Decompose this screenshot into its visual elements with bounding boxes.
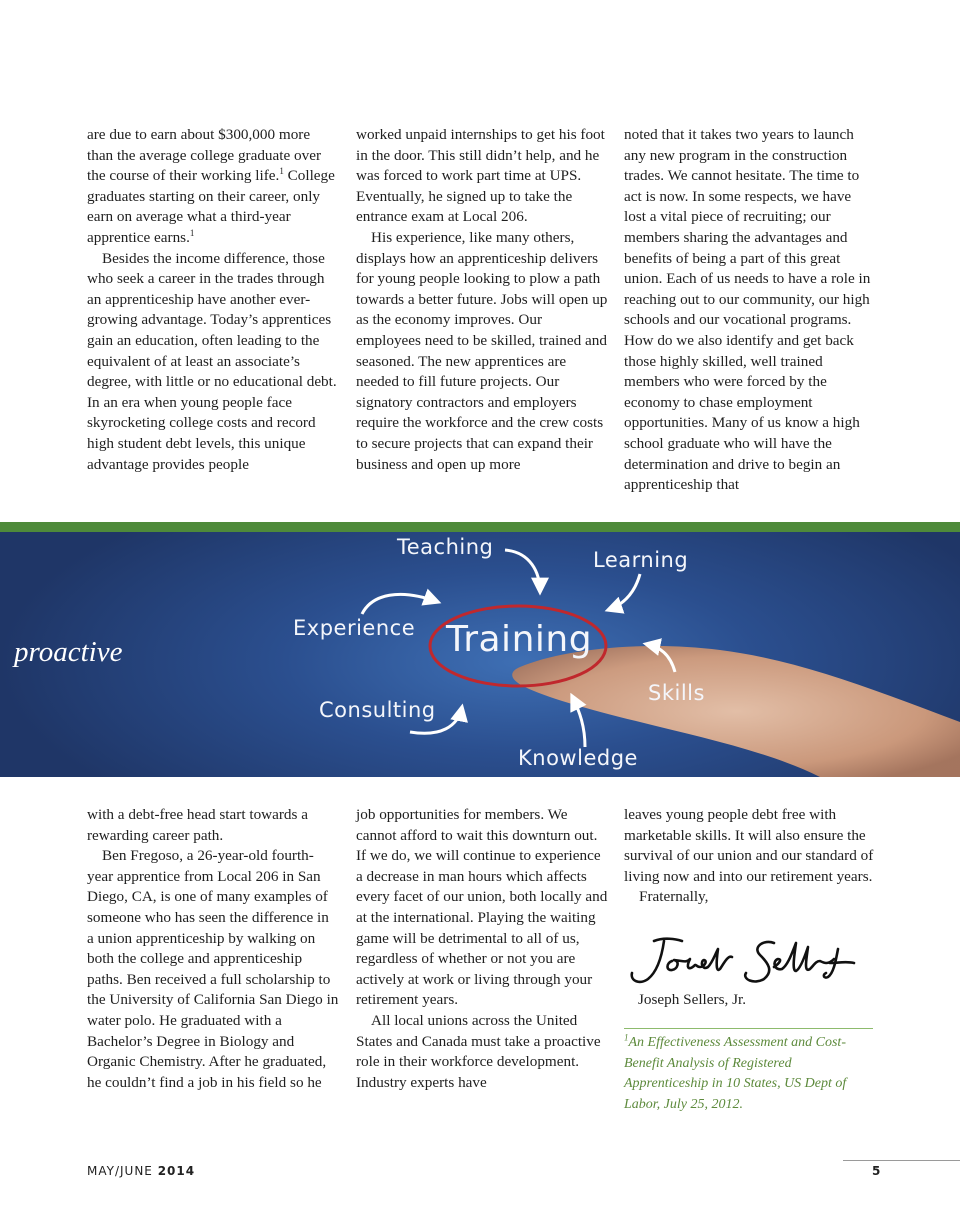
footer-issue-date: MAY/JUNE 2014 <box>87 1164 196 1178</box>
paragraph: Besides the income difference, those who seek a career in the trades through an apprenticeship have another ever-growing advantage. Today’s apprentices gain an education, often leading to the equivalent of at least an associate’s degree, with little or no educational debt. In an era when young people face skyrocketing college costs and record high student debt levels, this unique advantage provides people <box>87 249 337 473</box>
training-banner-image <box>0 532 960 777</box>
footnote-marker: 1 <box>624 1032 629 1043</box>
footnote-divider <box>624 1028 873 1029</box>
banner-green-stripe <box>0 522 960 532</box>
article-column-5 <box>356 805 608 1093</box>
signature-name: Joseph Sellers, Jr. <box>638 991 746 1008</box>
page-number: 5 <box>872 1164 881 1178</box>
article-column-1 <box>87 125 339 475</box>
paragraph: leaves young people debt free with marketable skills. It will also ensure the survival of our union and our standard of living now and into our retirement years. <box>624 806 874 885</box>
word-learning: Learning <box>593 548 689 572</box>
paragraph: Ben Fregoso, a 26-year-old fourth-year apprentice from Local 206 in San Diego, CA, is one of many examples of someone who has seen the difference in a union apprenticeship by walking on both the college and apprenticeship paths. Ben received a full scholarship to the University of California San Diego in water polo. He graduated with a Bachelor’s Degree in Biology and Organic Chemistry. After he graduated, he couldn’t find a job in his field so he <box>87 847 339 1091</box>
article-column-2 <box>356 125 608 475</box>
paragraph: All local unions across the United States and Canada must take a proactive role in their workforce development. Industry experts have <box>356 1011 601 1091</box>
pull-quote-word: proactive <box>14 636 123 668</box>
handwritten-signature <box>624 933 864 989</box>
word-experience: Experience <box>293 616 416 640</box>
footnote: $^1$An Effectiveness Assessment and Cost-Benefit Analysis of Registered Apprenticeship in 10 States, US Dept of Labor, July 25, 2012. <box>624 1032 847 1112</box>
arrow-experience-to-teaching <box>362 594 438 614</box>
footer-year: 2014 <box>157 1164 196 1178</box>
footer-divider <box>843 1160 960 1161</box>
word-consulting: Consulting <box>319 698 436 722</box>
word-teaching: Teaching <box>397 535 494 559</box>
paragraph: job opportunities for members. We cannot afford to wait this downturn out. If we do, we will continue to experience a decrease in man hours which affects every facet of our union, both locally and at the international. Playing the waiting game will be detrimental to all of us, regardless of whether or not you are actively at work or living through your retirement years. <box>356 806 608 1009</box>
word-training: Training <box>446 619 593 660</box>
closing-salutation: Fraternally, <box>639 888 709 906</box>
paragraph: noted that it takes two years to launch any new program in the construction trades. We cannot hesitate. The time to act is now. In some respects, we have lost a vital piece of recruiting; our members sharing the advantages and benefits of being a part of this great union. Each of us needs to have a role in reaching out to our community, our high schools and our vocational programs. How do we also identify and get back those highly skilled, well trained members who were forced by the economy to chase employment opportunities. Many of us know a high school graduate who will have the determination and drive to begin an apprenticeship that <box>624 126 871 494</box>
paragraph: are due to earn about $300,000 more than the average college graduate over the course of their working life.$^1$ College graduates starting on their career, only earn on average what a third-year apprentice earns.$^1$ <box>87 126 335 246</box>
arrow-learning-to-training <box>608 574 640 610</box>
paragraph: with a debt-free head start towards a rewarding career path. <box>87 806 308 844</box>
word-knowledge: Knowledge <box>518 746 638 770</box>
footnote-ref: 1 <box>189 227 195 238</box>
paragraph: worked unpaid internships to get his foot in the door. This still didn’t help, and he was forced to work part time at UPS. Eventually, he signed up to take the entrance exam at Local 206. <box>356 126 605 226</box>
word-skills: Skills <box>648 681 705 705</box>
footnote-ref: 1 <box>279 166 284 177</box>
article-column-3 <box>624 125 876 496</box>
arrow-teaching-to-training <box>505 550 540 592</box>
article-column-6 <box>624 805 876 908</box>
article-column-4 <box>87 805 339 1093</box>
paragraph: His experience, like many others, displays how an apprenticeship delivers for young people looking to plow a path towards a better future. Jobs will open up as the economy improves. Our employees need to be skilled, trained and seasoned. The new apprentices are needed to fill future projects. Our signatory contractors and employers require the workforce and the crew costs to secure projects that can expand their business and open up more <box>356 228 608 473</box>
